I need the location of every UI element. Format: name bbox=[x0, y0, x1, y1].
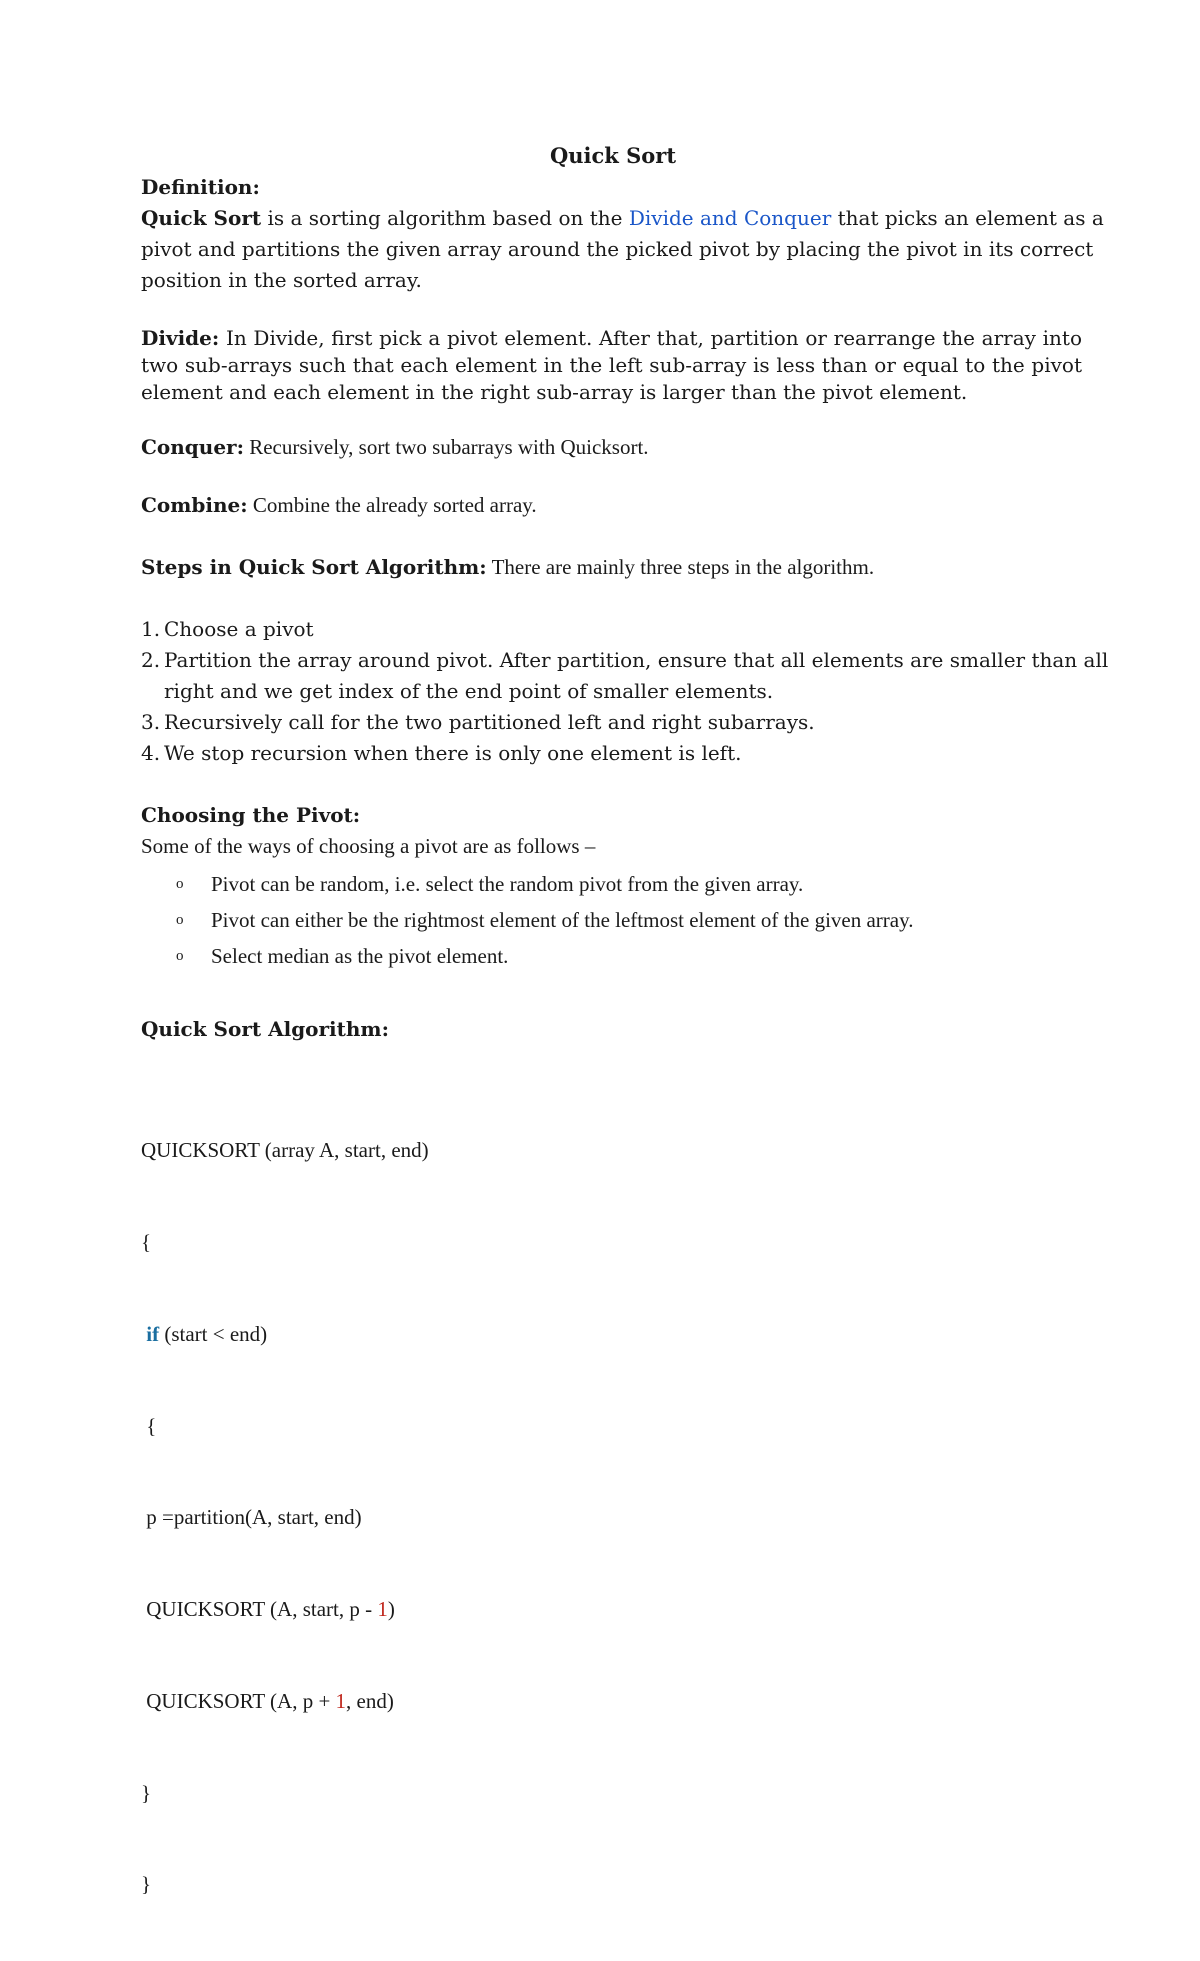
divide-and-conquer-link[interactable]: Divide and Conquer bbox=[628, 206, 832, 230]
code-line: } bbox=[141, 1780, 152, 1805]
code-line: { bbox=[141, 1229, 152, 1254]
pivot-intro: Some of the ways of choosing a pivot are as follows – bbox=[141, 834, 596, 858]
code-line: QUICKSORT (A, p + 1, end) bbox=[141, 1688, 394, 1713]
code-line: p =partition(A, start, end) bbox=[141, 1505, 362, 1530]
pivot-heading: Choosing the Pivot: bbox=[141, 803, 361, 827]
bullet-icon: o bbox=[176, 912, 184, 928]
pivot-section bbox=[141, 800, 595, 862]
code-line: } bbox=[141, 1872, 152, 1897]
combine-paragraph: Combine: Combine the already sorted array. bbox=[141, 493, 537, 517]
list-item-continuation: right and we get index of the end point of smaller elements. bbox=[164, 679, 774, 703]
pivot-bullet-list bbox=[176, 866, 914, 974]
list-item: 1. Choose a pivot bbox=[141, 617, 314, 641]
list-item: 4. We stop recursion when there is only one element is left. bbox=[141, 741, 742, 765]
list-item: 2. Partition the array around pivot. After partition, ensure that all elements are smaller than all bbox=[141, 648, 1109, 672]
code-line: QUICKSORT (A, start, p - 1) bbox=[141, 1597, 395, 1622]
list-item: o Pivot can either be the rightmost element of the leftmost element of the given array. bbox=[176, 902, 914, 938]
bullet-icon: o bbox=[176, 876, 184, 892]
code-line: { bbox=[141, 1413, 157, 1438]
page-title: Quick Sort bbox=[549, 143, 677, 168]
steps-list bbox=[141, 614, 1108, 769]
divide-paragraph: Divide: In Divide, first pick a pivot element. After that, partition or rearrange the array into two sub-arrays such that each element in the left sub-array is less than or equal to the pivot element and each element in the right sub-array is larger than the pivot element. bbox=[141, 326, 1082, 404]
divide-label: Divide: bbox=[141, 326, 220, 350]
code-block bbox=[141, 1074, 429, 1961]
definition-line-3: position in the sorted array. bbox=[141, 268, 422, 292]
list-item: o Select median as the pivot element. bbox=[176, 938, 914, 974]
definition-heading: Definition: bbox=[141, 175, 260, 199]
if-keyword: if bbox=[146, 1321, 160, 1346]
steps-heading: Steps in Quick Sort Algorithm: There are mainly three steps in the algorithm. bbox=[141, 555, 875, 579]
definition-term: Quick Sort bbox=[141, 206, 262, 230]
bullet-icon: o bbox=[176, 948, 184, 964]
definition-line-2: pivot and partitions the given array around the picked pivot by placing the pivot in its correct bbox=[141, 237, 1094, 261]
conquer-paragraph: Conquer: Recursively, sort two subarrays with Quicksort. bbox=[141, 435, 649, 459]
code-line: if (start < end) bbox=[146, 1321, 268, 1346]
code-line: QUICKSORT (array A, start, end) bbox=[141, 1138, 429, 1163]
list-item: o Pivot can be random, i.e. select the random pivot from the given array. bbox=[176, 866, 914, 902]
definition-section: Definition: Quick Sort is a sorting algorithm based on the Divide and Conquer that picks an element as a pivot and partitions the given array around the picked pivot by placing the pivot in its correct position in the sorted array. bbox=[141, 172, 1104, 296]
algorithm-heading: Quick Sort Algorithm: bbox=[141, 1017, 389, 1041]
list-item: 3. Recursively call for the two partitioned left and right subarrays. bbox=[141, 710, 815, 734]
